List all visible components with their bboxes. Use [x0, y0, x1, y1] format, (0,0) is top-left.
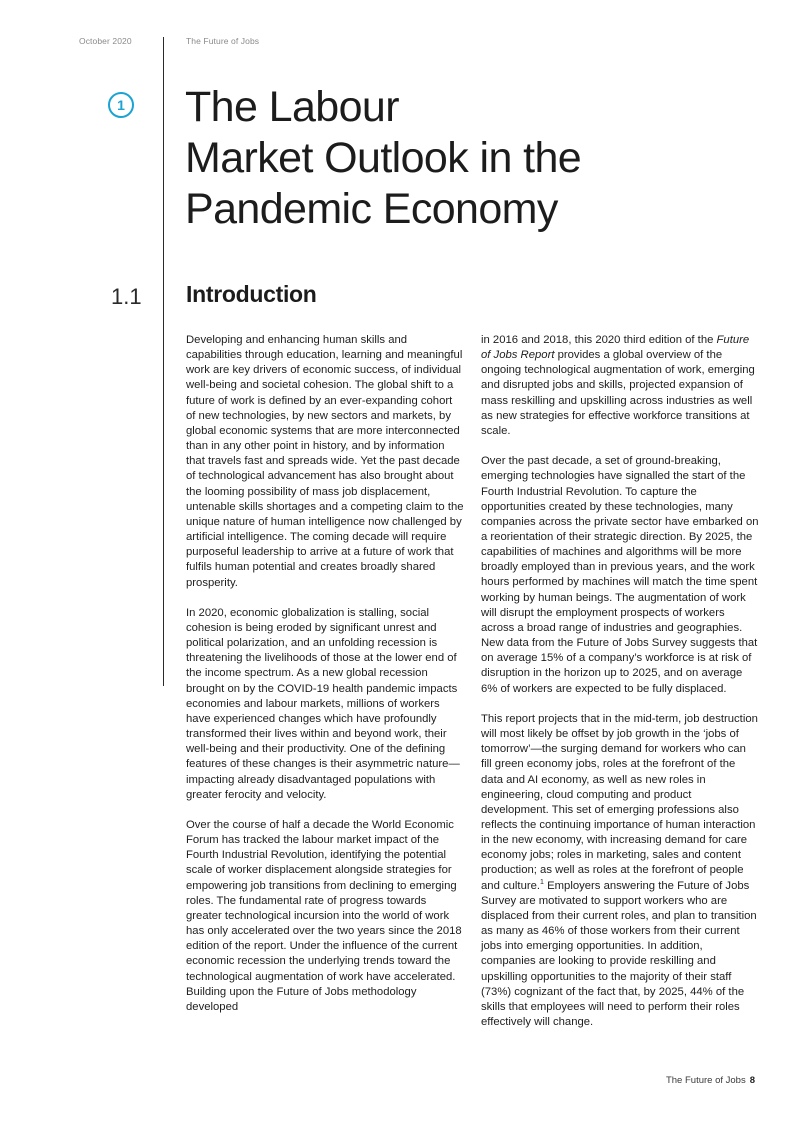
header-date: October 2020 [79, 36, 132, 46]
chapter-number-badge: 1 [108, 92, 134, 118]
text-run: Employers answering the Future of Jobs Survey are motivated to support workers who are displaced from their current roles, and plan to transition as many as 46% of those workers from their current jobs into emerging opportunities. In addition, companies are looking to provide reskilling and upskilling opportunities to the majority of their staff (73%) cognizant of the fact that, by 2025, 44% of the skills that employees will need to perform their roles effectively will change. [481, 879, 757, 1028]
footnote-marker: 1 [540, 878, 544, 886]
report-title-italic: Future of Jobs Report [481, 334, 750, 362]
vertical-divider [163, 37, 164, 686]
page-number: 8 [749, 1075, 755, 1086]
paragraph: Over the course of half a decade the World Economic Forum has tracked the labour market impact of the Fourth Industrial Revolution, identifying the potential scale of worker displacement alongside strategies for empowering job transitions from declining to emerging roles. The fundamental rate of progress towards greater technological incursion into the world of work has only accelerated over the two years since the 2018 edition of the report. Under the influence of the current economic recession the underlying trends toward the technological augmentation of work have accelerated. Building upon the Future of Jobs methodology developed [186, 818, 462, 1013]
footer [666, 1075, 755, 1086]
paragraph [481, 712, 759, 1030]
header-report-title: The Future of Jobs [186, 36, 260, 46]
chapter-title [185, 82, 705, 235]
body-column-left [186, 333, 464, 1015]
paragraph [481, 333, 759, 439]
text-run: This report projects that in the mid-term, job destruction will most likely be offset by job growth in the ‘jobs of tomorrow’—the surging demand for workers who can fill green economy jobs, roles at the forefront of the data and AI economy, as well as new roles in engineering, cloud computing and product development. This set of emerging professions also reflects the continuing importance of human interaction in the new economy, with increasing demand for care economy jobs; roles in marketing, sales and content production; as well as roles at the forefront of people and culture. [481, 712, 758, 892]
paragraph: Developing and enhancing human skills and capabilities through education, learning and meaningful work are key drivers of economic success, of individual well-being and societal cohesion. The global shift to a future of work is defined by an ever-expanding cohort of new technologies, by new sectors and markets, by global economic systems that are more interconnected than in any other point in history, and by information that travels fast and spreads wide. Yet the past decade of technological advancement has also brought about the looming possibility of mass job displacement, untenable skills shortages and a competing claim to the unique nature of human intelligence now challenged by artificial intelligence. The coming decade will require purposeful leadership to arrive at a future of work that fulfils human potential and creates broadly shared prosperity. [186, 334, 464, 589]
footer-report-title: The Future of Jobs [665, 1075, 746, 1086]
text-run: provides a global overview of the ongoing technological augmentation of work, emerging and disrupted jobs and skills, projected expansion of mass reskilling and upskilling across industries as well as new strategies for effective workforce transitions at scale. [481, 349, 755, 437]
text-run: in 2016 and 2018, this 2020 third edition of the [481, 334, 717, 346]
chapter-title-line: Market Outlook in the [185, 134, 582, 182]
paragraph: Over the past decade, a set of ground-breaking, emerging technologies have signalled the start of the Fourth Industrial Revolution. To capture the opportunities created by these technologies, many companies across the private sector have embarked on a reorientation of their strategic direction. By 2025, the capabilities of machines and algorithms will be more broadly employed than in previous years, and the work hours performed by machines will match the time spent working by human beings. The augmentation of work will disrupt the employment prospects of workers across a broad range of industries and geographies. New data from the Future of Jobs Survey suggests that on average 15% of a company’s workforce is at risk of disruption in the horizon up to 2025, and on average 6% of workers are expected to be fully displaced. [481, 455, 759, 695]
chapter-title-line: Pandemic Economy [185, 185, 558, 233]
body-column-right [481, 333, 759, 1030]
section-title: Introduction [186, 281, 317, 307]
section-number: 1.1 [111, 284, 142, 309]
paragraph: In 2020, economic globalization is stalling, social cohesion is being eroded by significant unrest and political polarization, and an unfolding recession is threatening the livelihoods of those at the lower end of the income spectrum. As a new global recession brought on by the COVID-19 health pandemic impacts economies and labour markets, millions of workers have experienced changes which have profoundly transformed their lives within and beyond work, their well-being and their productivity. One of the defining features of these changes is their asymmetric nature—impacting already disadvantaged populations with greater ferocity and velocity. [186, 606, 460, 801]
chapter-title-line: The Labour [185, 83, 399, 131]
